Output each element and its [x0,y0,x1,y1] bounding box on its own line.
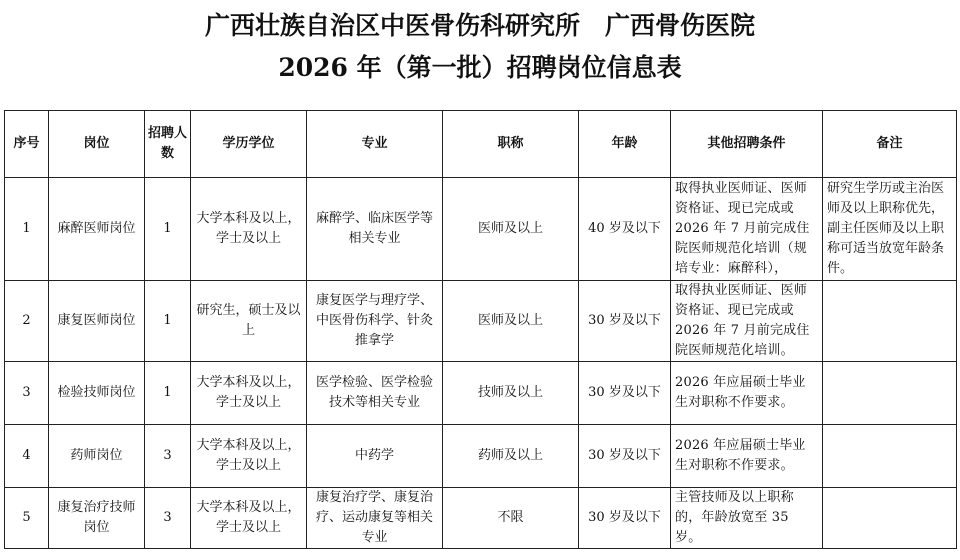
col-header-post: 岗位 [49,111,145,178]
cell-post: 麻醉医师岗位 [49,178,145,281]
cell-conditions: 主管技师及以上职称的，年龄放宽至 35 岁。 [671,488,823,549]
table-header-row [5,111,957,178]
col-header-major: 专业 [307,111,443,178]
col-header-degree: 学历学位 [191,111,307,178]
cell-no: 4 [5,425,49,488]
cell-remarks [823,425,957,488]
cell-age: 40 岁及以下 [579,178,671,281]
cell-count: 1 [145,178,191,281]
cell-title: 医师及以上 [443,178,579,281]
cell-age: 30 岁及以下 [579,362,671,425]
recruitment-table [4,110,957,549]
table-row [5,281,957,362]
cell-remarks: 研究生学历或主治医师及以上职称优先，副主任医师及以上职称可适当放宽年龄条件。 [823,178,957,281]
cell-no: 2 [5,281,49,362]
col-header-title: 职称 [443,111,579,178]
table-row [5,362,957,425]
table-row [5,178,957,281]
col-header-conditions: 其他招聘条件 [671,111,823,178]
cell-major: 康复医学与理疗学、中医骨伤科学、针灸推拿学 [307,281,443,362]
cell-degree: 大学本科及以上，学士及以上 [191,425,307,488]
cell-no: 5 [5,488,49,549]
cell-remarks [823,362,957,425]
cell-major: 中药学 [307,425,443,488]
document-title-line2: 2026 年（第一批）招聘岗位信息表 [278,53,682,82]
cell-post: 康复治疗技师岗位 [49,488,145,549]
cell-major: 麻醉学、临床医学等相关专业 [307,178,443,281]
cell-major: 医学检验、医学检验技术等相关专业 [307,362,443,425]
col-header-remarks: 备注 [823,111,957,178]
cell-post: 药师岗位 [49,425,145,488]
cell-remarks [823,488,957,549]
cell-title: 不限 [443,488,579,549]
cell-major: 康复治疗学、康复治疗、运动康复等相关专业 [307,488,443,549]
cell-conditions: 2026 年应届硕士毕业生对职称不作要求。 [671,425,823,488]
table-row [5,425,957,488]
cell-degree: 研究生，硕士及以上 [191,281,307,362]
cell-title: 技师及以上 [443,362,579,425]
cell-age: 30 岁及以下 [579,488,671,549]
col-header-count: 招聘人数 [145,111,191,178]
cell-title: 医师及以上 [443,281,579,362]
cell-count: 1 [145,281,191,362]
cell-conditions: 2026 年应届硕士毕业生对职称不作要求。 [671,362,823,425]
col-header-age: 年龄 [579,111,671,178]
cell-remarks [823,281,957,362]
cell-conditions: 取得执业医师证、医师资格证、现已完成或2026 年 7 月前完成住院医师规范化培训（规培专业：麻醉科）， [671,178,823,281]
cell-no: 3 [5,362,49,425]
cell-degree: 大学本科及以上，学士及以上 [191,178,307,281]
cell-age: 30 岁及以下 [579,425,671,488]
cell-count: 3 [145,425,191,488]
cell-post: 康复医师岗位 [49,281,145,362]
cell-count: 3 [145,488,191,549]
cell-title: 药师及以上 [443,425,579,488]
document-title-line1: 广西壮族自治区中医骨伤科研究所 广西骨伤医院 [204,11,755,40]
cell-count: 1 [145,362,191,425]
cell-post: 检验技师岗位 [49,362,145,425]
col-header-no: 序号 [5,111,49,178]
cell-no: 1 [5,178,49,281]
cell-degree: 大学本科及以上，学士及以上 [191,488,307,549]
cell-conditions: 取得执业医师证、医师资格证、现已完成或2026 年 7 月前完成住院医师规范化培训。 [671,281,823,362]
cell-degree: 大学本科及以上，学士及以上 [191,362,307,425]
table-row [5,488,957,549]
cell-age: 30 岁及以下 [579,281,671,362]
